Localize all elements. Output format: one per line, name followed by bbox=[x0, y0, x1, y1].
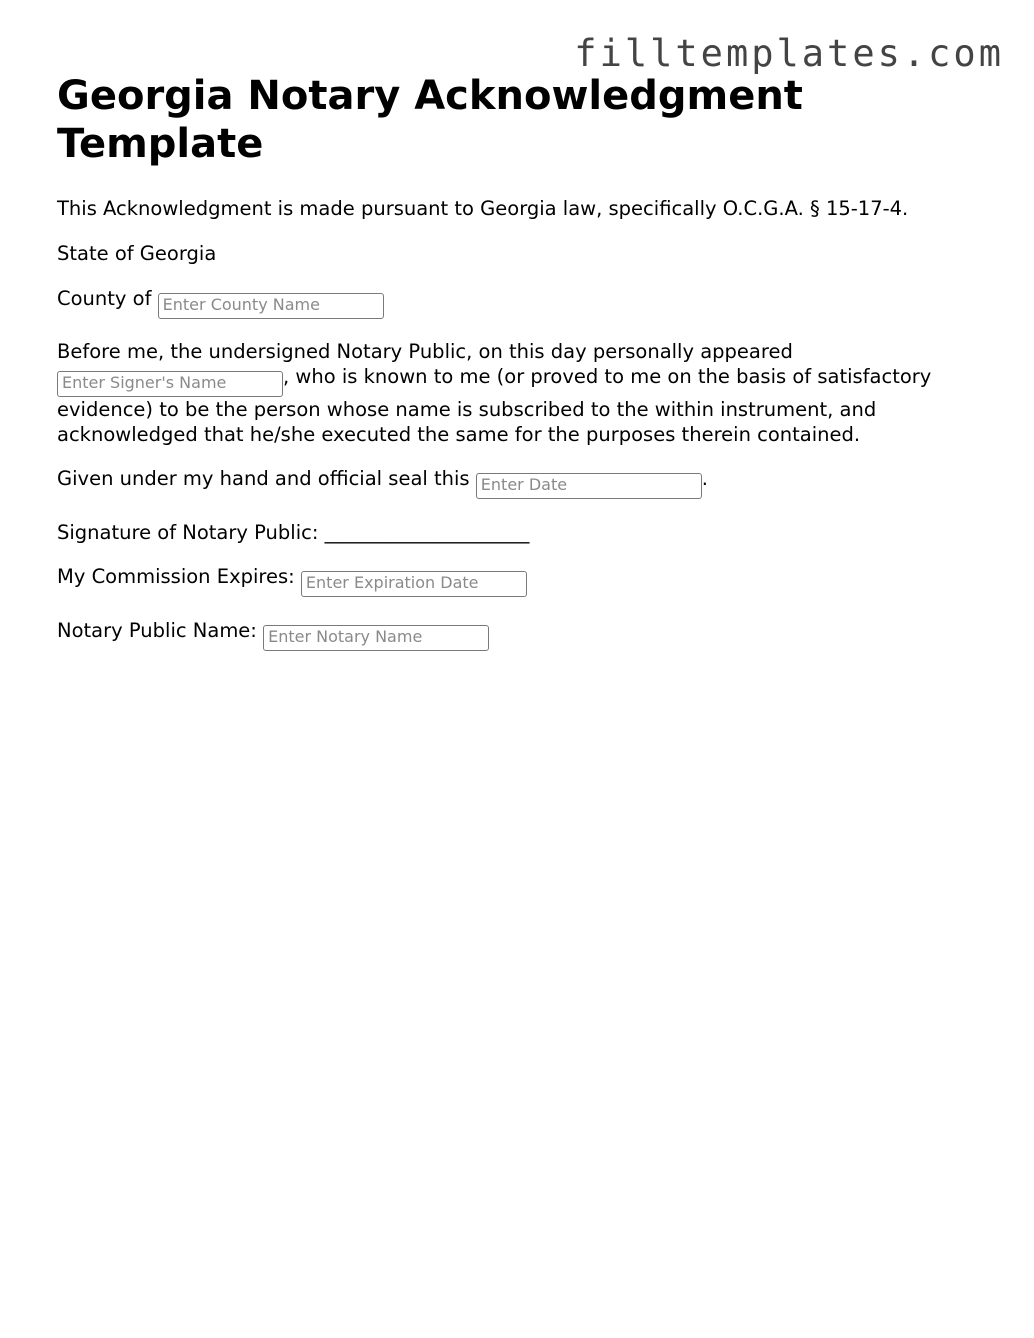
signature-line-row bbox=[57, 520, 977, 545]
county-label: County of bbox=[57, 287, 152, 310]
intro-paragraph: This Acknowledgment is made pursuant to Georgia law, specifically O.C.G.A. § 15-17-4. bbox=[57, 197, 909, 220]
given-suffix: . bbox=[701, 467, 708, 490]
signature-line: _____________________ bbox=[324, 521, 530, 544]
given-line bbox=[57, 466, 977, 499]
signer-name-input[interactable] bbox=[57, 371, 283, 397]
county-input[interactable] bbox=[158, 293, 384, 319]
county-line bbox=[57, 286, 977, 319]
notary-name-label: Notary Public Name: bbox=[57, 619, 257, 642]
state-line: State of Georgia bbox=[57, 242, 217, 265]
date-input[interactable] bbox=[476, 473, 702, 499]
appearance-text-before: Before me, the undersigned Notary Public, on this day personally appeared bbox=[57, 340, 793, 363]
appearance-paragraph bbox=[57, 339, 977, 447]
notary-name-line bbox=[57, 618, 977, 651]
given-label: Given under my hand and official seal this bbox=[57, 467, 470, 490]
appearance-text-after: , who is known to me (or proved to me on the basis of satisfactory evidence) to be the person whose name is subscribed to the within instrument, and acknowledged that he/she executed the same for the purposes therein contained. bbox=[57, 365, 932, 446]
document-body bbox=[57, 72, 977, 651]
notary-name-input[interactable] bbox=[263, 625, 489, 651]
commission-label: My Commission Expires: bbox=[57, 565, 295, 588]
watermark: filltemplates.com bbox=[574, 32, 1004, 75]
page-title: Georgia Notary Acknowledgment Template bbox=[57, 73, 803, 167]
signature-label: Signature of Notary Public: bbox=[57, 521, 319, 544]
expiration-date-input[interactable] bbox=[301, 571, 527, 597]
commission-line bbox=[57, 564, 977, 597]
